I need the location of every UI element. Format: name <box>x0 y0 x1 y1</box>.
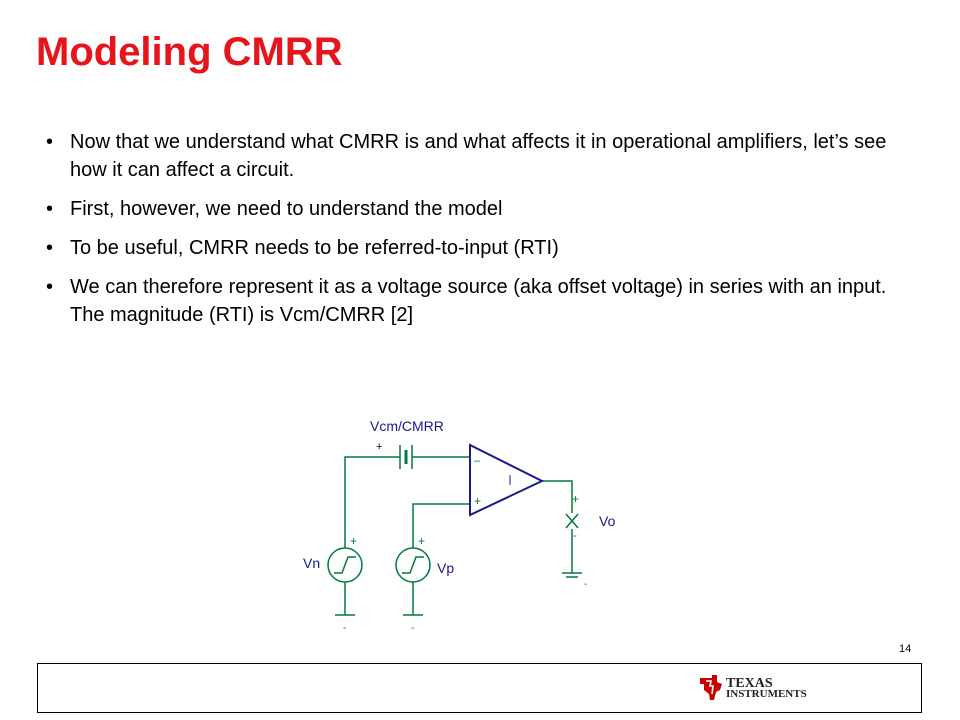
vo-label: Vo <box>599 513 616 529</box>
vn-ground-minus: - <box>343 623 347 634</box>
bullet-list <box>46 128 916 340</box>
opamp-minus-sign: – <box>474 455 481 467</box>
opamp-plus-sign: + <box>474 494 482 508</box>
vo-ground-minus: - <box>584 579 588 590</box>
slide-title: Modeling CMRR <box>36 30 343 74</box>
vp-source <box>396 548 430 582</box>
vn-source <box>328 548 362 582</box>
vp-plus-sign: + <box>418 534 426 548</box>
page-number: 14 <box>899 643 912 655</box>
bullet-item: • To be useful, CMRR needs to be referred-to-input (RTI) <box>46 234 916 262</box>
bullet-item: • We can therefore represent it as a voltage source (aka offset voltage) in series with an input. The magnitude (RTI) is Vcm/CMRR [2] <box>46 273 916 329</box>
ti-wordmark <box>726 678 807 700</box>
vo-plus-sign: + <box>572 492 580 506</box>
vp-label: Vp <box>437 560 455 576</box>
wire-output <box>542 481 572 513</box>
battery-plus-sign: + <box>376 441 383 453</box>
circuit-diagram <box>290 405 650 640</box>
vo-probe <box>566 514 578 528</box>
vp-ground-minus: - <box>411 623 415 634</box>
wire-vn-to-battery <box>345 457 392 533</box>
ti-wordmark-line1: TEXAS <box>726 676 773 691</box>
vn-label: Vn <box>303 555 321 571</box>
battery-label: Vcm/CMRR <box>370 418 444 434</box>
vn-plus-sign: + <box>350 534 358 548</box>
bullet-item: • First, however, we need to understand the model <box>46 195 916 223</box>
ti-wordmark-line2: INSTRUMENTS <box>726 688 807 700</box>
vo-minus-sign: - <box>573 530 577 542</box>
bullet-item: • Now that we understand what CMRR is and what affects it in operational amplifiers, let’s see how it can affect a circuit. <box>46 128 916 184</box>
texas-instruments-logo-icon <box>698 674 724 702</box>
